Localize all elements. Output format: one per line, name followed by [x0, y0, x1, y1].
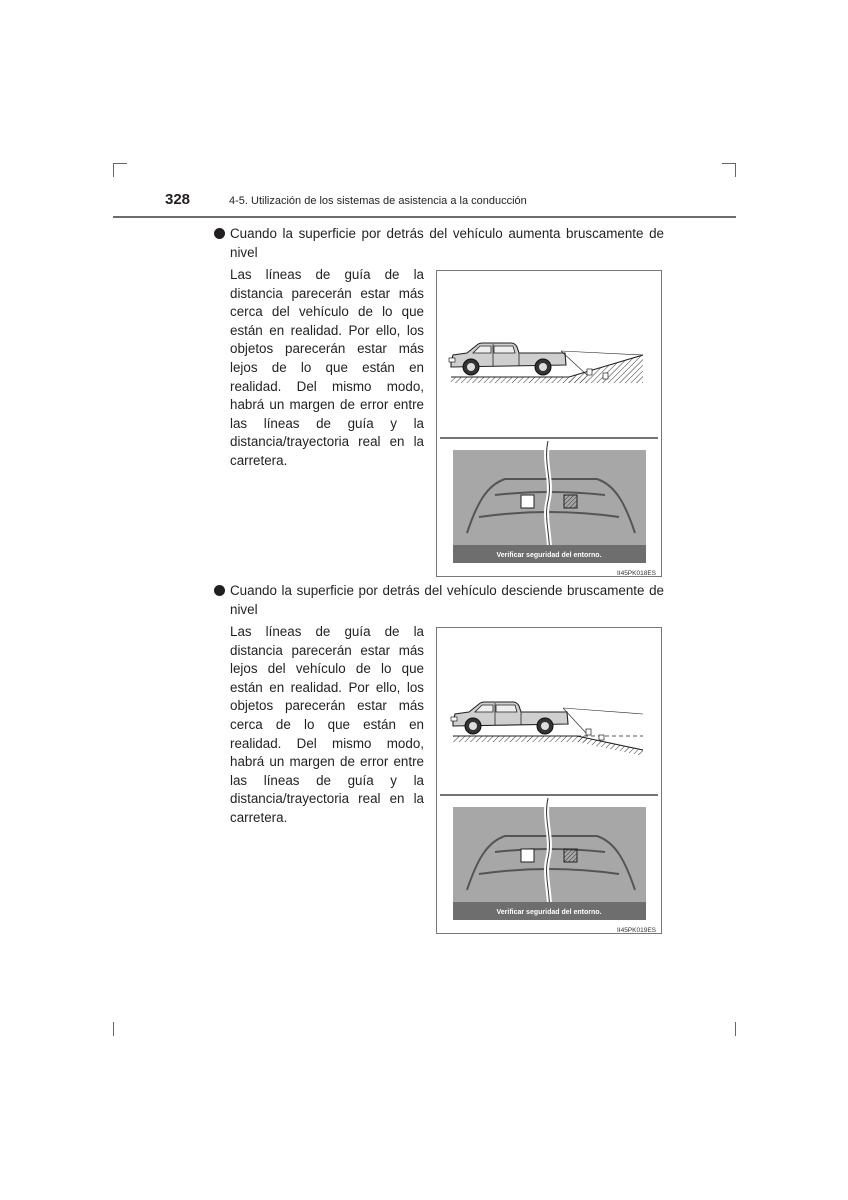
crop-mark	[113, 163, 114, 177]
side-view-descending	[451, 702, 643, 756]
header-rule	[113, 216, 736, 218]
section-title: 4-5. Utilización de los sistemas de asistencia a la conducción	[229, 195, 527, 207]
crop-mark	[735, 163, 736, 177]
illustration-descending	[437, 628, 661, 933]
screen-caption: Verificar seguridad del entorno.	[496, 909, 602, 916]
crop-mark	[722, 163, 736, 164]
figure-code: II45PK018ES	[616, 570, 656, 577]
screen-caption: Verificar seguridad del entorno.	[496, 552, 602, 559]
illustration-ascending	[437, 271, 661, 576]
crop-mark	[735, 1022, 736, 1036]
figure-code: II45PK019ES	[616, 927, 656, 934]
page-number: 328	[165, 191, 191, 208]
body-paragraph: Las líneas de guía de la distancia parecerán estar más cerca del vehículo de lo que están en realidad. Por ello, los objetos parecerán estar más lejos de lo que están en realidad. Del mismo modo, habrá un margen de error entre las líneas de guía y la distancia/trayectoria real en la carretera.	[230, 267, 424, 468]
side-view-ascending	[449, 343, 643, 383]
body-paragraph: Las líneas de guía de la distancia parecerán estar más lejos del vehículo de lo que están en realidad. Por ello, los objetos parecerán estar más cerca de lo que están en realidad. Del mismo modo, habrá un margen de error entre las líneas de guía y la distancia/trayectoria real en la carretera.	[230, 624, 424, 825]
figure-ascending-slope	[436, 270, 662, 577]
figure-descending-slope	[436, 627, 662, 934]
crop-mark	[113, 1022, 114, 1036]
camera-screen-ascending	[453, 441, 646, 563]
bullet-icon	[214, 585, 225, 596]
camera-screen-descending	[453, 798, 646, 920]
crop-mark	[113, 163, 127, 164]
bullet-heading-text: Cuando la superficie por detrás del vehículo aumenta bruscamente de nivel	[230, 226, 664, 260]
bullet-icon	[214, 228, 225, 239]
bullet-heading-text: Cuando la superficie por detrás del vehículo desciende bruscamente de nivel	[230, 583, 664, 617]
